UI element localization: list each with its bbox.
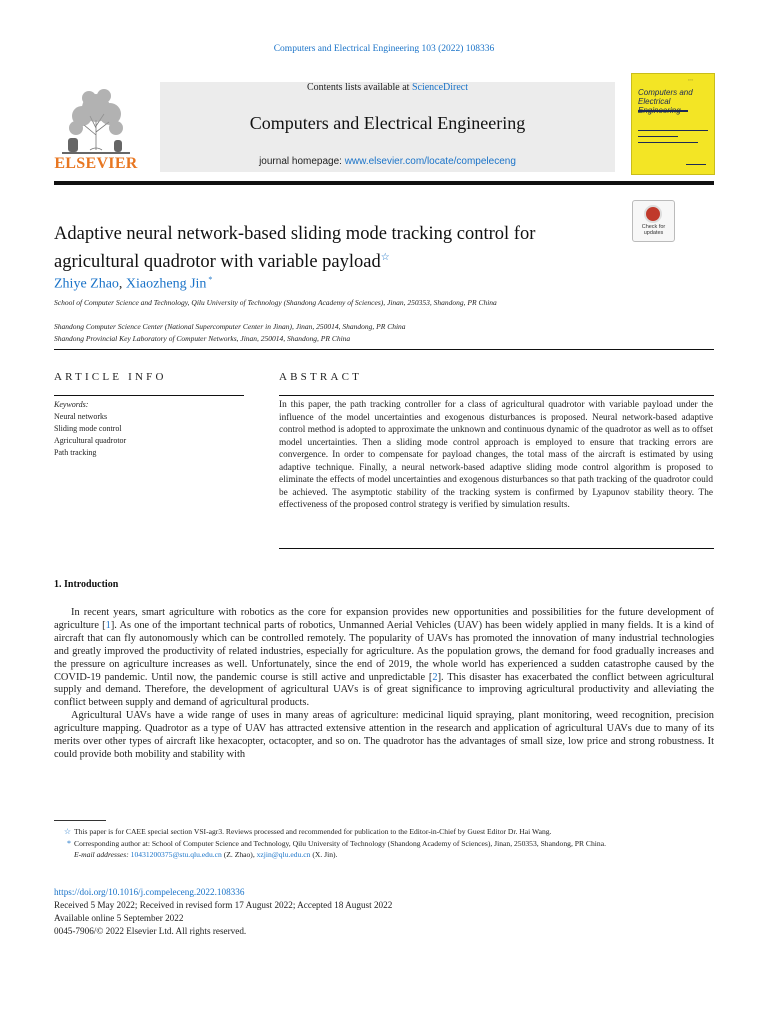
title-footnote-star-icon[interactable]: ☆	[380, 252, 390, 263]
bookmark-icon	[644, 205, 662, 223]
abstract-text: In this paper, the path tracking controller for a class of agricultural quadrotor with variable payload under the influence of the model uncertainties and exogenous disturbances is proposed. Neural network-based adaptive control method is adopted to approximate the unknown and continuous dynamic of the quadrotor as well as to offset model uncertainties. Then a sliding mode control approach is employed to ensure that tracking errors are convergence. In order to compensate for payload changes, the total mass of the aircraft is estimated by using adaptive technique. Finally, a neural network-based adaptive sliding mode control algorithm is proposed to eliminate the effects of model uncertainties and exogenous disturbances so that path tracking of the quadrotor could be achieved. The asymptotic stability of the tracking system is confirmed by Lyapunov stability theory. The effectiveness of the proposed control strategy is verified by simulation results.	[279, 400, 713, 510]
author-list	[54, 275, 212, 293]
affiliation: School of Computer Science and Technology, Qilu University of Technology (Shandong Academy of Sciences), Jinan, 250353, Shandong, PR China	[54, 298, 497, 307]
cover-title: Computers and Electrical	[638, 88, 693, 106]
email-link[interactable]: xzjin@qlu.edu.cn	[256, 850, 311, 859]
keywords-label: Keywords:	[54, 400, 89, 409]
footnote: * Corresponding author at: School of Computer Science and Technology, Qilu University of Technology (Shandong Academy of Sciences), Jinan, 250353, Shandong, PR China.	[54, 838, 714, 850]
journal-citation-link[interactable]: Computers and Electrical Engineering 103 (2022) 108336	[273, 44, 495, 54]
article-title	[54, 223, 614, 274]
publication-info	[54, 886, 392, 938]
received-dates: Received 5 May 2022; Received in revised form 17 August 2022; Accepted 18 August 2022	[54, 900, 393, 910]
keyword: Sliding mode control	[54, 424, 122, 433]
check-for-updates-button[interactable]	[632, 200, 675, 242]
article-info-rule	[54, 395, 244, 396]
title-line-2: agricultural quadrotor with variable payload	[54, 252, 381, 273]
author-separator: ,	[118, 276, 126, 292]
email-footnote: E-mail addresses: 10431200375@stu.qlu.edu.cn (Z. Zhao), xzjin@qlu.edu.cn (X. Jin).	[74, 850, 338, 859]
keyword: Path tracking	[54, 448, 97, 457]
introduction-heading: 1. Introduction	[54, 579, 119, 590]
keyword: Neural networks	[54, 412, 108, 421]
abstract-heading: ABSTRACT	[279, 371, 363, 383]
paragraph: In recent years, smart agriculture with robotics as the core for expansion provides new opportunities and possibilities for the future development of agriculture [1]. As one of the important technical parts of robotics, Unmanned Aerial Vehicles (UAV) has been widely applied in many fields. It is a kind of aircraft that can fly autonomously which can be controlled remotely. The popularity of UAVs has promoted the innovation of many industrial technologies and greatly improved the productivity of related industries, especially for agriculture. As the population grows, the demand for food gradually increases and the pressure on agriculture increases as well. Unfortunately, since the end of 2019, the whole world has experienced a sudden catastrophe caused by the COVID-19 pandemic. Until now, the pandemic course is still active and unpredictable [2]. This disaster has exacerbated the conflict between agricultural supply and demand. Therefore, the development of agricultural UAVs is of great significance to improving agricultural productivity and alleviating the conflict between supply and demand of agricultural products.	[54, 607, 715, 709]
article-info-heading: ARTICLE INFO	[54, 371, 167, 383]
cover-rule	[638, 142, 698, 143]
contents-prefix: Contents lists available at	[306, 82, 412, 93]
footnote-star-icon: ☆	[63, 827, 71, 836]
affiliation: Shandong Computer Science Center (National Supercomputer Center in Jinan), Jinan, 250014, Shandong, PR China	[54, 322, 406, 331]
section-rule	[54, 349, 714, 350]
corresponding-mark: *	[67, 838, 71, 848]
email-link[interactable]: 10431200375@stu.qlu.edu.cn	[130, 850, 222, 859]
cover-rule	[686, 164, 706, 165]
corresponding-author-mark[interactable]: *	[208, 275, 213, 284]
abstract-rule	[279, 395, 714, 396]
check-updates-label: Check for updates	[641, 224, 666, 236]
available-online: Available online 5 September 2022	[54, 913, 184, 923]
keywords-list	[54, 399, 126, 459]
footnote-rule	[54, 820, 106, 821]
cover-rule	[638, 110, 688, 112]
cover-rule	[638, 130, 708, 131]
reference-link[interactable]: 2	[432, 671, 438, 683]
doi-link[interactable]: https://doi.org/10.1016/j.compeleceng.2022.108336	[54, 887, 245, 897]
footnotes	[54, 826, 714, 861]
elsevier-wordmark: ELSEVIER	[54, 155, 138, 172]
keyword: Agricultural quadrotor	[54, 436, 127, 445]
author-link[interactable]: Xiaozheng Jin	[125, 276, 207, 292]
affiliation: Shandong Provincial Key Laboratory of Computer Networks, Jinan, 250014, Shandong, PR China	[54, 334, 351, 343]
header-rule	[54, 181, 714, 185]
journal-homepage-link[interactable]: www.elsevier.com/locate/compeleceng	[344, 156, 516, 167]
author-link[interactable]: Zhiye Zhao	[54, 276, 119, 292]
journal-cover-thumbnail[interactable]	[631, 73, 715, 175]
sciencedirect-link[interactable]: ScienceDirect	[411, 82, 469, 93]
homepage-prefix: journal homepage:	[259, 156, 345, 167]
cover-issn: ◦◦◦◦	[688, 78, 693, 82]
journal-title: Computers and Electrical Engineering	[249, 113, 526, 133]
contents-line	[160, 82, 615, 93]
abstract-bottom-rule	[279, 548, 714, 549]
paragraph: Agricultural UAVs have a wide range of uses in many areas of agriculture: medicinal liquid spraying, plant monitoring, weed recognition, precision agriculture mapping. Quadrotor as a type of UAV has attracted extensive attention in the research and application of agricultural UAVs due to many of its merits over other types of aircraft like hexacopter, octacopter, and so on. The quadrotor has the advantages of small size, low price and strong robustness. It could provide both mobility and stability with	[54, 710, 714, 760]
homepage-line	[160, 156, 615, 167]
reference-link[interactable]: 1	[105, 619, 111, 631]
cover-rule	[638, 136, 678, 137]
introduction-body	[54, 607, 714, 762]
footnote: ☆ This paper is for CAEE special section VSI-agr3. Reviews processed and recommended for publication to the Editor-in-Chief by Guest Editor Dr. Hai Wang.	[54, 826, 714, 838]
title-line-1: Adaptive neural network-based sliding mode tracking control for	[54, 224, 536, 244]
copyright: 0045-7906/© 2022 Elsevier Ltd. All rights reserved.	[54, 926, 247, 936]
